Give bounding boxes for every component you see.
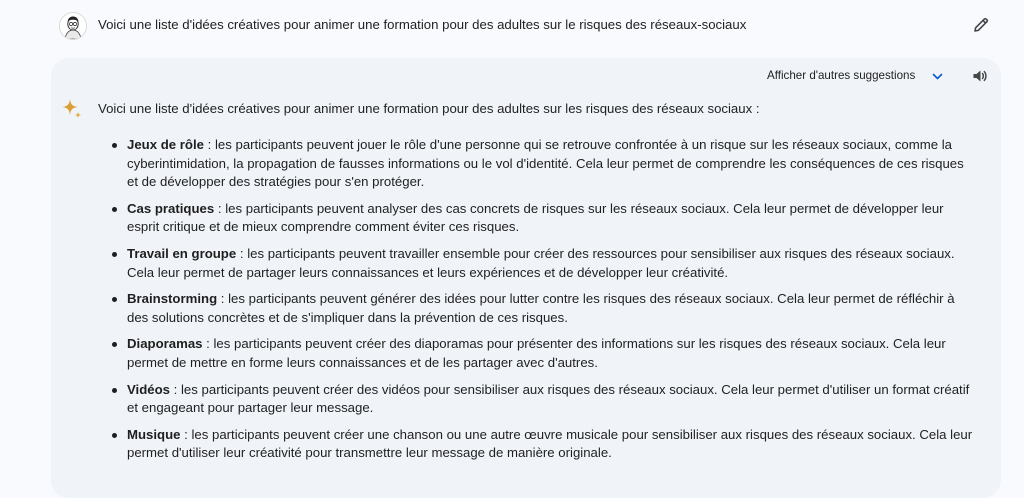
list-item-term: Brainstorming: [127, 291, 218, 307]
ideas-list: [127, 136, 977, 471]
list-item-term: Travail en groupe: [127, 245, 237, 261]
list-item: [127, 245, 977, 282]
list-item-term: Diaporamas: [127, 336, 203, 352]
list-item-description: : les participants peuvent générer des idées pour lutter contre les risques des réseaux sociaux. Cela leur permet de réfléchir à des solutions concrètes et de s'impliquer dans la prévention de ces risques.: [127, 291, 955, 325]
list-item: [127, 290, 977, 327]
sparkle-icon: [60, 97, 84, 121]
speaker-icon[interactable]: [971, 67, 989, 85]
list-item-term: Vidéos: [127, 381, 171, 397]
list-item: [127, 335, 977, 372]
list-item-description: : les participants peuvent créer des vidéos pour sensibiliser aux risques des réseaux sociaux. Cela leur permet d'utiliser un format créatif et engageant pour partager leur message.: [127, 381, 970, 416]
list-item-description: : les participants peuvent jouer le rôle d'une personne qui se retrouve confrontée à un risque sur les réseaux sociaux, comme la cyberintimidation, la propagation de fausses informations ou le vol d'identité. Cela leur permet de comprendre les conséquences de ces risques et de développer des stratégies pour s'en protéger.: [127, 137, 964, 190]
show-more-suggestions-button[interactable]: Afficher d'autres suggestions: [767, 69, 916, 82]
prompt-text: Voici une liste d'idées créatives pour animer une formation pour des adultes sur le risques des réseaux-sociaux: [98, 17, 747, 32]
pencil-icon[interactable]: [972, 16, 990, 34]
user-prompt-row: [0, 0, 1024, 52]
avatar-illustration: [60, 13, 86, 39]
user-avatar: [59, 12, 87, 40]
list-item: [127, 381, 977, 418]
list-item: [127, 136, 977, 192]
list-item-description: : les participants peuvent créer des diaporamas pour présenter des informations sur les risques des réseaux sociaux. Cela leur permet de mettre en forme leurs connaissances et de les partager avec d'autres.: [127, 336, 946, 370]
list-item-description: : les participants peuvent travailler ensemble pour créer des ressources pour sensibiliser aux risques des réseaux sociaux. Cela leur permet de partager leurs connaissances et leurs expériences et de développer leur créativité.: [127, 245, 955, 280]
list-item-description: : les participants peuvent créer une chanson ou une autre œuvre musicale pour sensibiliser aux risques des réseaux sociaux. Cela leur permet d'utiliser leur créativité pour transmettre leur message de manière originale.: [127, 426, 973, 461]
list-item: [127, 426, 977, 463]
response-intro: Voici une liste d'idées créatives pour animer une formation pour des adultes sur les risques des réseaux sociaux :: [98, 101, 760, 116]
list-item-term: Jeux de rôle: [127, 137, 204, 152]
chevron-down-icon[interactable]: [931, 70, 944, 83]
list-item-term: Musique: [127, 426, 181, 442]
list-item-description: : les participants peuvent analyser des cas concrets de risques sur les réseaux sociaux. Cela leur permet de développer leur esprit critique et de mieux comprendre comment éviter ces risques.: [127, 200, 944, 235]
list-item-term: Cas pratiques: [127, 200, 215, 216]
list-item: [127, 200, 977, 237]
